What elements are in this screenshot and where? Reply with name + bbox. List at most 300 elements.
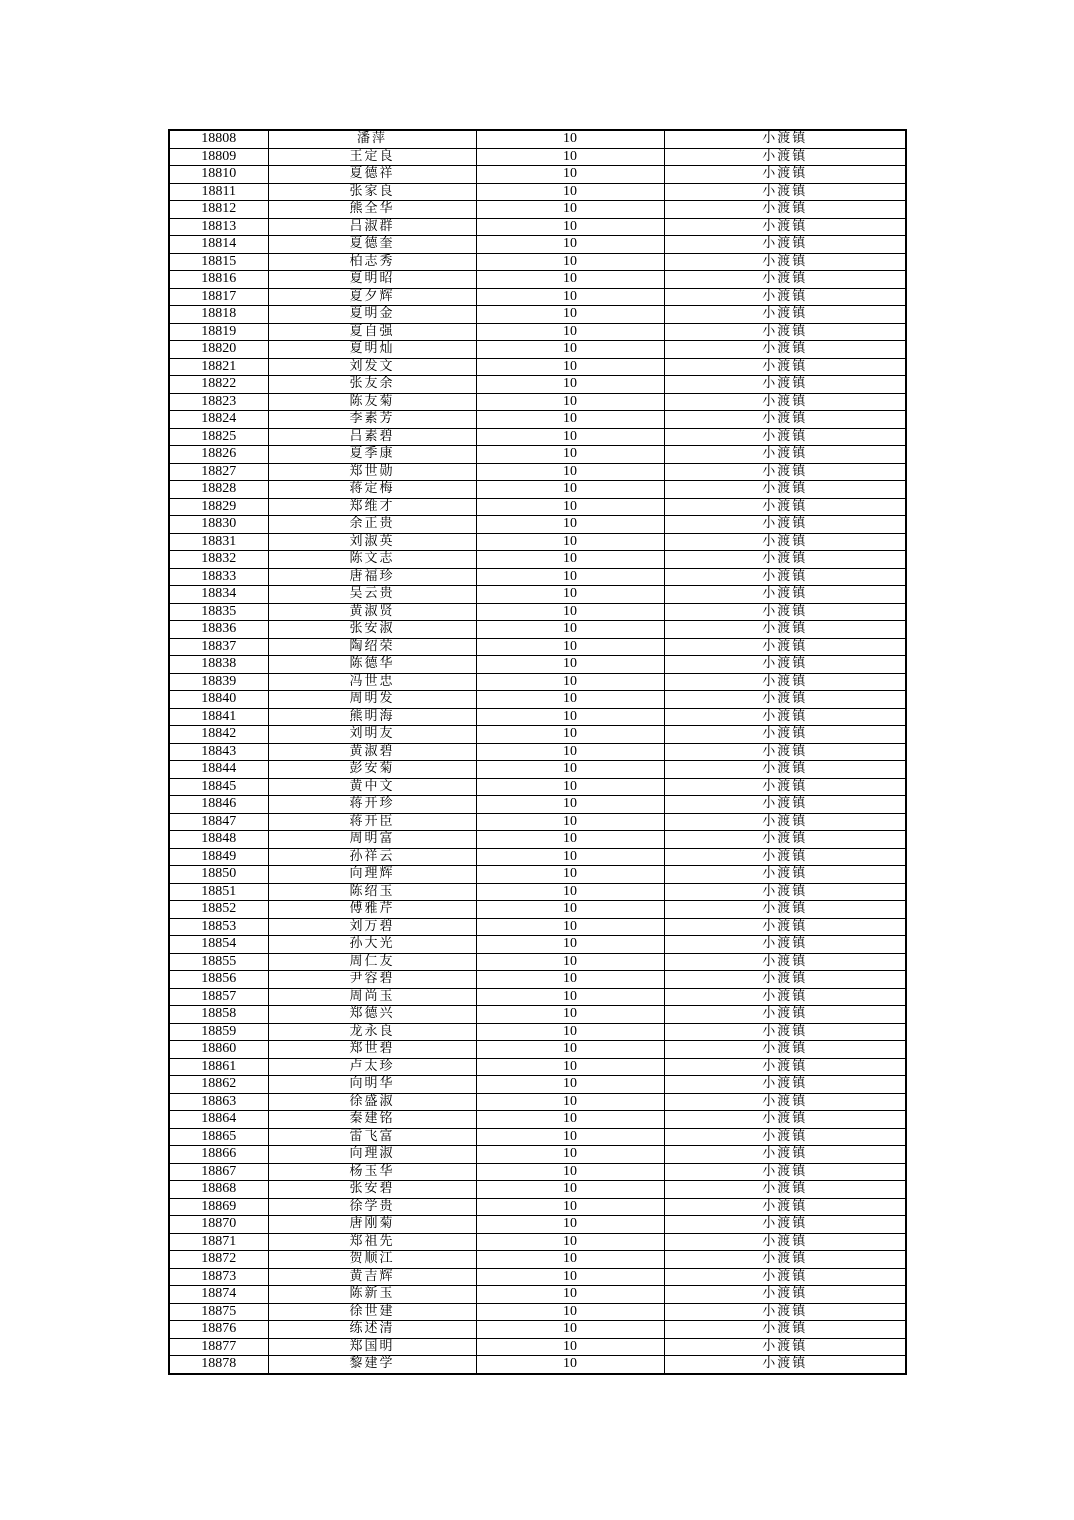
name-cell: 傅雅芹 [268,901,476,919]
row-number-cell: 18830 [169,516,268,534]
roster-table-container [168,129,907,1375]
table-row [169,148,906,166]
amount-cell: 10 [476,1286,664,1304]
amount-cell: 10 [476,988,664,1006]
table-row [169,1128,906,1146]
town-cell: 小渡镇 [664,708,906,726]
town-cell: 小渡镇 [664,533,906,551]
table-row [169,498,906,516]
row-number-cell: 18818 [169,306,268,324]
table-row [169,1006,906,1024]
table-row [169,603,906,621]
amount-cell: 10 [476,393,664,411]
name-cell: 张家良 [268,183,476,201]
row-number-cell: 18826 [169,446,268,464]
town-cell: 小渡镇 [664,656,906,674]
table-row [169,1093,906,1111]
town-cell: 小渡镇 [664,393,906,411]
town-cell: 小渡镇 [664,1198,906,1216]
town-cell: 小渡镇 [664,726,906,744]
name-cell: 蒋开珍 [268,796,476,814]
name-cell: 徐世建 [268,1303,476,1321]
amount-cell: 10 [476,1111,664,1129]
row-number-cell: 18809 [169,148,268,166]
table-row [169,673,906,691]
table-row [169,516,906,534]
row-number-cell: 18812 [169,201,268,219]
name-cell: 黄中文 [268,778,476,796]
town-cell: 小渡镇 [664,446,906,464]
row-number-cell: 18821 [169,358,268,376]
name-cell: 吴云贵 [268,586,476,604]
town-cell: 小渡镇 [664,1303,906,1321]
row-number-cell: 18878 [169,1356,268,1374]
name-cell: 向理辉 [268,866,476,884]
row-number-cell: 18869 [169,1198,268,1216]
town-cell: 小渡镇 [664,673,906,691]
table-row [169,621,906,639]
table-row [169,778,906,796]
town-cell: 小渡镇 [664,411,906,429]
table-row [169,936,906,954]
name-cell: 夏德祥 [268,166,476,184]
amount-cell: 10 [476,1356,664,1374]
name-cell: 夏夕辉 [268,288,476,306]
name-cell: 吕素碧 [268,428,476,446]
table-row [169,428,906,446]
name-cell: 夏德奎 [268,236,476,254]
town-cell: 小渡镇 [664,481,906,499]
table-row [169,446,906,464]
name-cell: 唐刚菊 [268,1216,476,1234]
table-row [169,796,906,814]
table-row [169,1216,906,1234]
name-cell: 卢太珍 [268,1058,476,1076]
row-number-cell: 18838 [169,656,268,674]
table-row [169,288,906,306]
amount-cell: 10 [476,516,664,534]
row-number-cell: 18875 [169,1303,268,1321]
amount-cell: 10 [476,341,664,359]
amount-cell: 10 [476,253,664,271]
amount-cell: 10 [476,673,664,691]
town-cell: 小渡镇 [664,288,906,306]
table-row [169,831,906,849]
town-cell: 小渡镇 [664,1076,906,1094]
amount-cell: 10 [476,166,664,184]
row-number-cell: 18843 [169,743,268,761]
row-number-cell: 18815 [169,253,268,271]
amount-cell: 10 [476,1216,664,1234]
name-cell: 冯世忠 [268,673,476,691]
name-cell: 刘万碧 [268,918,476,936]
row-number-cell: 18853 [169,918,268,936]
town-cell: 小渡镇 [664,813,906,831]
amount-cell: 10 [476,1076,664,1094]
row-number-cell: 18817 [169,288,268,306]
town-cell: 小渡镇 [664,551,906,569]
table-row [169,166,906,184]
amount-cell: 10 [476,1233,664,1251]
amount-cell: 10 [476,743,664,761]
name-cell: 夏明金 [268,306,476,324]
name-cell: 刘明友 [268,726,476,744]
table-row [169,761,906,779]
town-cell: 小渡镇 [664,253,906,271]
row-number-cell: 18845 [169,778,268,796]
town-cell: 小渡镇 [664,1233,906,1251]
table-row [169,1338,906,1356]
town-cell: 小渡镇 [664,603,906,621]
amount-cell: 10 [476,813,664,831]
amount-cell: 10 [476,603,664,621]
amount-cell: 10 [476,148,664,166]
town-cell: 小渡镇 [664,358,906,376]
table-row [169,1076,906,1094]
town-cell: 小渡镇 [664,778,906,796]
amount-cell: 10 [476,533,664,551]
table-row [169,656,906,674]
name-cell: 潘萍 [268,130,476,148]
row-number-cell: 18850 [169,866,268,884]
table-row [169,813,906,831]
amount-cell: 10 [476,481,664,499]
row-number-cell: 18859 [169,1023,268,1041]
amount-cell: 10 [476,271,664,289]
amount-cell: 10 [476,883,664,901]
name-cell: 熊明海 [268,708,476,726]
row-number-cell: 18872 [169,1251,268,1269]
name-cell: 夏明灿 [268,341,476,359]
row-number-cell: 18871 [169,1233,268,1251]
amount-cell: 10 [476,918,664,936]
amount-cell: 10 [476,866,664,884]
row-number-cell: 18816 [169,271,268,289]
amount-cell: 10 [476,183,664,201]
row-number-cell: 18855 [169,953,268,971]
row-number-cell: 18820 [169,341,268,359]
row-number-cell: 18808 [169,130,268,148]
name-cell: 贺顺江 [268,1251,476,1269]
amount-cell: 10 [476,1041,664,1059]
town-cell: 小渡镇 [664,341,906,359]
name-cell: 蒋定梅 [268,481,476,499]
town-cell: 小渡镇 [664,743,906,761]
name-cell: 陈文志 [268,551,476,569]
row-number-cell: 18841 [169,708,268,726]
town-cell: 小渡镇 [664,1181,906,1199]
row-number-cell: 18876 [169,1321,268,1339]
amount-cell: 10 [476,218,664,236]
row-number-cell: 18840 [169,691,268,709]
amount-cell: 10 [476,1268,664,1286]
town-cell: 小渡镇 [664,148,906,166]
table-row [169,1303,906,1321]
town-cell: 小渡镇 [664,516,906,534]
table-row [169,743,906,761]
row-number-cell: 18849 [169,848,268,866]
row-number-cell: 18810 [169,166,268,184]
row-number-cell: 18823 [169,393,268,411]
amount-cell: 10 [476,568,664,586]
name-cell: 黄吉辉 [268,1268,476,1286]
name-cell: 王定良 [268,148,476,166]
row-number-cell: 18862 [169,1076,268,1094]
table-row [169,971,906,989]
town-cell: 小渡镇 [664,1338,906,1356]
name-cell: 郑德兴 [268,1006,476,1024]
table-row [169,866,906,884]
town-cell: 小渡镇 [664,1093,906,1111]
town-cell: 小渡镇 [664,638,906,656]
amount-cell: 10 [476,288,664,306]
amount-cell: 10 [476,656,664,674]
name-cell: 练述清 [268,1321,476,1339]
roster-table [168,129,907,1375]
town-cell: 小渡镇 [664,306,906,324]
row-number-cell: 18847 [169,813,268,831]
amount-cell: 10 [476,778,664,796]
amount-cell: 10 [476,971,664,989]
amount-cell: 10 [476,953,664,971]
name-cell: 向理淑 [268,1146,476,1164]
row-number-cell: 18868 [169,1181,268,1199]
town-cell: 小渡镇 [664,201,906,219]
town-cell: 小渡镇 [664,1041,906,1059]
town-cell: 小渡镇 [664,901,906,919]
town-cell: 小渡镇 [664,236,906,254]
town-cell: 小渡镇 [664,1023,906,1041]
table-row [169,1023,906,1041]
name-cell: 夏季康 [268,446,476,464]
town-cell: 小渡镇 [664,1163,906,1181]
name-cell: 彭安菊 [268,761,476,779]
name-cell: 龙永良 [268,1023,476,1041]
amount-cell: 10 [476,236,664,254]
table-row [169,358,906,376]
name-cell: 陈绍玉 [268,883,476,901]
name-cell: 张安淑 [268,621,476,639]
town-cell: 小渡镇 [664,848,906,866]
amount-cell: 10 [476,848,664,866]
name-cell: 郑世碧 [268,1041,476,1059]
table-row [169,183,906,201]
amount-cell: 10 [476,306,664,324]
name-cell: 张友余 [268,376,476,394]
table-row [169,1356,906,1374]
town-cell: 小渡镇 [664,1356,906,1374]
name-cell: 郑祖先 [268,1233,476,1251]
table-row [169,463,906,481]
name-cell: 郑国明 [268,1338,476,1356]
amount-cell: 10 [476,1146,664,1164]
table-row [169,306,906,324]
town-cell: 小渡镇 [664,761,906,779]
table-row [169,901,906,919]
roster-table-body [169,130,906,1374]
row-number-cell: 18864 [169,1111,268,1129]
amount-cell: 10 [476,446,664,464]
table-row [169,1181,906,1199]
table-row [169,568,906,586]
table-row [169,726,906,744]
row-number-cell: 18856 [169,971,268,989]
row-number-cell: 18837 [169,638,268,656]
row-number-cell: 18854 [169,936,268,954]
row-number-cell: 18865 [169,1128,268,1146]
name-cell: 吕淑群 [268,218,476,236]
town-cell: 小渡镇 [664,883,906,901]
table-row [169,918,906,936]
town-cell: 小渡镇 [664,271,906,289]
name-cell: 陈友菊 [268,393,476,411]
amount-cell: 10 [476,376,664,394]
amount-cell: 10 [476,691,664,709]
town-cell: 小渡镇 [664,1251,906,1269]
table-row [169,1041,906,1059]
table-row [169,708,906,726]
amount-cell: 10 [476,1303,664,1321]
town-cell: 小渡镇 [664,1216,906,1234]
table-row [169,1321,906,1339]
name-cell: 夏自强 [268,323,476,341]
amount-cell: 10 [476,201,664,219]
row-number-cell: 18819 [169,323,268,341]
town-cell: 小渡镇 [664,971,906,989]
town-cell: 小渡镇 [664,953,906,971]
name-cell: 秦建铭 [268,1111,476,1129]
amount-cell: 10 [476,901,664,919]
table-row [169,1111,906,1129]
table-row [169,341,906,359]
row-number-cell: 18858 [169,1006,268,1024]
table-row [169,376,906,394]
table-row [169,1198,906,1216]
town-cell: 小渡镇 [664,1321,906,1339]
name-cell: 杨玉华 [268,1163,476,1181]
town-cell: 小渡镇 [664,1286,906,1304]
row-number-cell: 18825 [169,428,268,446]
row-number-cell: 18877 [169,1338,268,1356]
town-cell: 小渡镇 [664,1006,906,1024]
name-cell: 柏志秀 [268,253,476,271]
town-cell: 小渡镇 [664,166,906,184]
table-row [169,1146,906,1164]
row-number-cell: 18813 [169,218,268,236]
row-number-cell: 18861 [169,1058,268,1076]
table-row [169,218,906,236]
table-row [169,533,906,551]
amount-cell: 10 [476,1338,664,1356]
row-number-cell: 18824 [169,411,268,429]
name-cell: 尹容碧 [268,971,476,989]
name-cell: 黄淑碧 [268,743,476,761]
town-cell: 小渡镇 [664,936,906,954]
table-row [169,551,906,569]
row-number-cell: 18822 [169,376,268,394]
row-number-cell: 18844 [169,761,268,779]
table-row [169,130,906,148]
amount-cell: 10 [476,621,664,639]
town-cell: 小渡镇 [664,568,906,586]
row-number-cell: 18832 [169,551,268,569]
amount-cell: 10 [476,936,664,954]
row-number-cell: 18829 [169,498,268,516]
name-cell: 向明华 [268,1076,476,1094]
name-cell: 李素芳 [268,411,476,429]
town-cell: 小渡镇 [664,586,906,604]
row-number-cell: 18842 [169,726,268,744]
name-cell: 夏明昭 [268,271,476,289]
name-cell: 张安碧 [268,1181,476,1199]
amount-cell: 10 [476,1023,664,1041]
table-row [169,638,906,656]
name-cell: 徐盛淑 [268,1093,476,1111]
amount-cell: 10 [476,761,664,779]
table-row [169,848,906,866]
town-cell: 小渡镇 [664,498,906,516]
table-row [169,1268,906,1286]
name-cell: 陈德华 [268,656,476,674]
name-cell: 黎建学 [268,1356,476,1374]
name-cell: 唐福珍 [268,568,476,586]
table-row [169,586,906,604]
town-cell: 小渡镇 [664,1268,906,1286]
amount-cell: 10 [476,1058,664,1076]
amount-cell: 10 [476,130,664,148]
row-number-cell: 18848 [169,831,268,849]
table-row [169,1058,906,1076]
amount-cell: 10 [476,638,664,656]
name-cell: 蒋开臣 [268,813,476,831]
table-row [169,988,906,1006]
row-number-cell: 18831 [169,533,268,551]
row-number-cell: 18870 [169,1216,268,1234]
name-cell: 周仁友 [268,953,476,971]
table-row [169,323,906,341]
town-cell: 小渡镇 [664,1058,906,1076]
town-cell: 小渡镇 [664,323,906,341]
town-cell: 小渡镇 [664,1146,906,1164]
name-cell: 孙大光 [268,936,476,954]
name-cell: 孙祥云 [268,848,476,866]
town-cell: 小渡镇 [664,218,906,236]
row-number-cell: 18857 [169,988,268,1006]
name-cell: 刘发文 [268,358,476,376]
row-number-cell: 18814 [169,236,268,254]
table-row [169,1163,906,1181]
row-number-cell: 18860 [169,1041,268,1059]
table-row [169,271,906,289]
table-row [169,253,906,271]
amount-cell: 10 [476,1321,664,1339]
amount-cell: 10 [476,1181,664,1199]
row-number-cell: 18833 [169,568,268,586]
name-cell: 周尚玉 [268,988,476,1006]
amount-cell: 10 [476,551,664,569]
town-cell: 小渡镇 [664,428,906,446]
amount-cell: 10 [476,796,664,814]
row-number-cell: 18867 [169,1163,268,1181]
row-number-cell: 18828 [169,481,268,499]
amount-cell: 10 [476,708,664,726]
table-row [169,1251,906,1269]
amount-cell: 10 [476,586,664,604]
row-number-cell: 18866 [169,1146,268,1164]
town-cell: 小渡镇 [664,1128,906,1146]
town-cell: 小渡镇 [664,183,906,201]
town-cell: 小渡镇 [664,1111,906,1129]
